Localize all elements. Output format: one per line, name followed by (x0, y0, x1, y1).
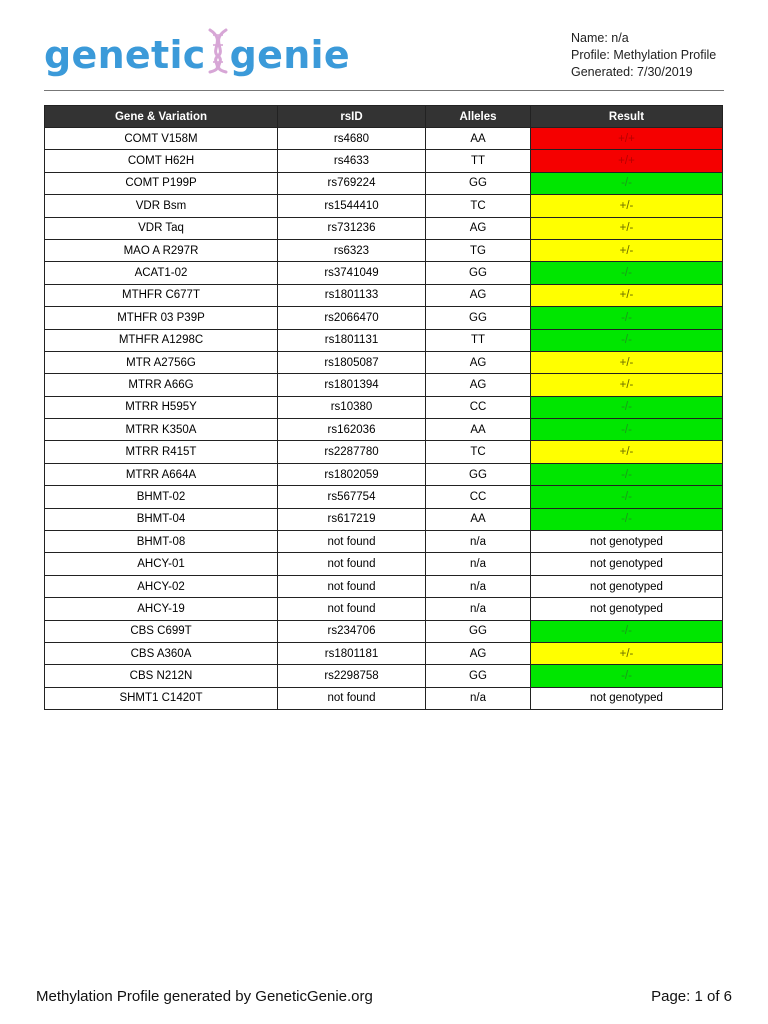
alleles-cell: AG (426, 374, 531, 396)
table-row (45, 239, 723, 261)
alleles-cell: AG (426, 642, 531, 664)
gene-cell: MTRR A66G (45, 374, 278, 396)
table-row (45, 284, 723, 306)
rsid-cell: rs1805087 (278, 351, 426, 373)
alleles-cell: TC (426, 441, 531, 463)
footer-page-number: Page: 1 of 6 (651, 988, 732, 1005)
result-cell: not genotyped (531, 553, 723, 575)
report-meta (571, 30, 716, 81)
footer-generated-by: Methylation Profile generated by GeneticGenie.org (36, 988, 373, 1005)
result-cell: -/- (531, 665, 723, 687)
gene-cell: MTHFR C677T (45, 284, 278, 306)
gene-cell: CBS C699T (45, 620, 278, 642)
result-cell: +/+ (531, 150, 723, 172)
table-row (45, 531, 723, 553)
alleles-cell: AA (426, 128, 531, 150)
table-row (45, 217, 723, 239)
rsid-cell: not found (278, 531, 426, 553)
result-cell: -/- (531, 307, 723, 329)
table-row (45, 329, 723, 351)
gene-cell: SHMT1 C1420T (45, 687, 278, 709)
alleles-cell: TT (426, 329, 531, 351)
header-result: Result (531, 106, 723, 128)
table-row (45, 351, 723, 373)
alleles-cell: CC (426, 486, 531, 508)
alleles-cell: n/a (426, 575, 531, 597)
rsid-cell: rs769224 (278, 172, 426, 194)
rsid-cell: rs1801181 (278, 642, 426, 664)
rsid-cell: rs3741049 (278, 262, 426, 284)
alleles-cell: AG (426, 284, 531, 306)
alleles-cell: GG (426, 262, 531, 284)
result-cell: +/- (531, 374, 723, 396)
rsid-cell: not found (278, 687, 426, 709)
header-gene-variation: Gene & Variation (45, 106, 278, 128)
results-body (45, 128, 723, 710)
result-cell: -/- (531, 396, 723, 418)
rsid-cell: rs2298758 (278, 665, 426, 687)
result-cell: -/- (531, 508, 723, 530)
meta-generated: Generated: 7/30/2019 (571, 65, 693, 79)
rsid-cell: rs10380 (278, 396, 426, 418)
rsid-cell: not found (278, 575, 426, 597)
alleles-cell: n/a (426, 598, 531, 620)
alleles-cell: n/a (426, 553, 531, 575)
table-row (45, 598, 723, 620)
result-cell: +/- (531, 351, 723, 373)
result-cell: not genotyped (531, 598, 723, 620)
result-cell: not genotyped (531, 575, 723, 597)
alleles-cell: n/a (426, 531, 531, 553)
rsid-cell: rs1801133 (278, 284, 426, 306)
result-cell: +/- (531, 195, 723, 217)
alleles-cell: n/a (426, 687, 531, 709)
logo-text-genie: genie (229, 33, 350, 77)
result-cell: +/- (531, 217, 723, 239)
table-row (45, 553, 723, 575)
gene-cell: MTHFR 03 P39P (45, 307, 278, 329)
meta-name: Name: n/a (571, 31, 629, 45)
gene-cell: COMT P199P (45, 172, 278, 194)
gene-cell: MTHFR A1298C (45, 329, 278, 351)
table-row (45, 687, 723, 709)
alleles-cell: AG (426, 351, 531, 373)
alleles-cell: GG (426, 665, 531, 687)
rsid-cell: not found (278, 553, 426, 575)
alleles-cell: GG (426, 620, 531, 642)
alleles-cell: GG (426, 172, 531, 194)
gene-cell: AHCY-01 (45, 553, 278, 575)
result-cell: -/- (531, 463, 723, 485)
alleles-cell: GG (426, 463, 531, 485)
result-cell: -/- (531, 172, 723, 194)
result-cell: +/- (531, 239, 723, 261)
rsid-cell: rs2066470 (278, 307, 426, 329)
result-cell: not genotyped (531, 687, 723, 709)
rsid-cell: rs2287780 (278, 441, 426, 463)
table-row (45, 441, 723, 463)
gene-cell: COMT H62H (45, 150, 278, 172)
gene-cell: BHMT-08 (45, 531, 278, 553)
rsid-cell: rs567754 (278, 486, 426, 508)
rsid-cell: rs731236 (278, 217, 426, 239)
table-row (45, 575, 723, 597)
alleles-cell: TG (426, 239, 531, 261)
result-cell: +/+ (531, 128, 723, 150)
alleles-cell: AA (426, 508, 531, 530)
rsid-cell: rs1801131 (278, 329, 426, 351)
gene-cell: BHMT-04 (45, 508, 278, 530)
rsid-cell: rs6323 (278, 239, 426, 261)
dna-helix-icon (207, 28, 229, 83)
gene-cell: AHCY-02 (45, 575, 278, 597)
gene-cell: MTRR A664A (45, 463, 278, 485)
table-row (45, 486, 723, 508)
rsid-cell: rs1802059 (278, 463, 426, 485)
table-row (45, 419, 723, 441)
table-row (45, 128, 723, 150)
meta-profile: Profile: Methylation Profile (571, 48, 717, 62)
gene-cell: VDR Bsm (45, 195, 278, 217)
gene-cell: MAO A R297R (45, 239, 278, 261)
alleles-cell: CC (426, 396, 531, 418)
rsid-cell: rs1544410 (278, 195, 426, 217)
gene-cell: ACAT1-02 (45, 262, 278, 284)
rsid-cell: rs162036 (278, 419, 426, 441)
header-alleles: Alleles (426, 106, 531, 128)
result-cell: -/- (531, 486, 723, 508)
alleles-cell: AG (426, 217, 531, 239)
rsid-cell: rs617219 (278, 508, 426, 530)
header-divider (44, 90, 724, 91)
rsid-cell: rs1801394 (278, 374, 426, 396)
gene-cell: VDR Taq (45, 217, 278, 239)
result-cell: +/- (531, 441, 723, 463)
result-cell: not genotyped (531, 531, 723, 553)
result-cell: +/- (531, 284, 723, 306)
result-cell: +/- (531, 642, 723, 664)
table-row (45, 665, 723, 687)
gene-cell: MTR A2756G (45, 351, 278, 373)
table-row (45, 172, 723, 194)
table-row (45, 620, 723, 642)
gene-cell: CBS A360A (45, 642, 278, 664)
table-row (45, 508, 723, 530)
alleles-cell: GG (426, 307, 531, 329)
result-cell: -/- (531, 620, 723, 642)
gene-cell: MTRR R415T (45, 441, 278, 463)
result-cell: -/- (531, 329, 723, 351)
rsid-cell: not found (278, 598, 426, 620)
table-header-row (45, 106, 723, 128)
gene-cell: AHCY-19 (45, 598, 278, 620)
table-row (45, 262, 723, 284)
table-row (45, 374, 723, 396)
rsid-cell: rs4633 (278, 150, 426, 172)
result-cell: -/- (531, 419, 723, 441)
rsid-cell: rs4680 (278, 128, 426, 150)
table-row (45, 195, 723, 217)
alleles-cell: TC (426, 195, 531, 217)
results-table (44, 105, 723, 710)
alleles-cell: TT (426, 150, 531, 172)
header-rsid: rsID (278, 106, 426, 128)
table-row (45, 150, 723, 172)
gene-cell: MTRR H595Y (45, 396, 278, 418)
table-row (45, 396, 723, 418)
gene-cell: COMT V158M (45, 128, 278, 150)
geneticgenie-logo (44, 30, 350, 80)
table-row (45, 642, 723, 664)
table-row (45, 307, 723, 329)
rsid-cell: rs234706 (278, 620, 426, 642)
logo-text-genetic: genetic (44, 33, 206, 77)
gene-cell: MTRR K350A (45, 419, 278, 441)
result-cell: -/- (531, 262, 723, 284)
gene-cell: BHMT-02 (45, 486, 278, 508)
alleles-cell: AA (426, 419, 531, 441)
table-row (45, 463, 723, 485)
gene-cell: CBS N212N (45, 665, 278, 687)
